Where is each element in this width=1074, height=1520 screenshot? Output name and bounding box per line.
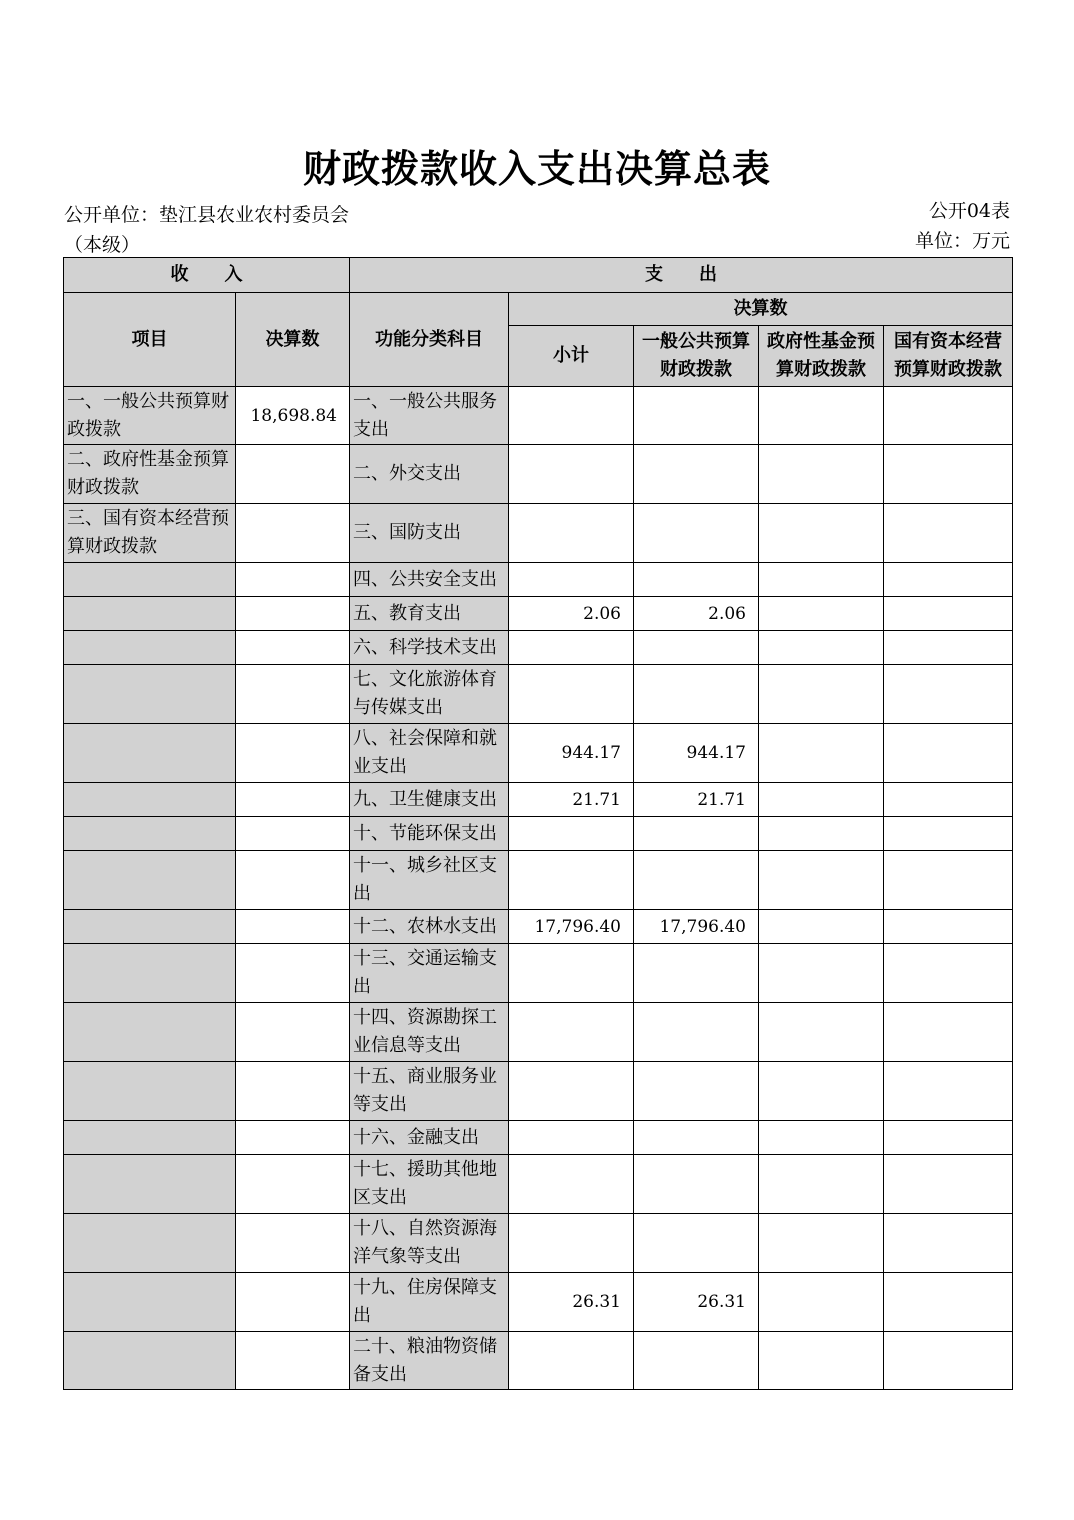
expense-name-cell: 二、外交支出 (350, 445, 509, 504)
general-cell (634, 851, 759, 910)
general-cell (634, 563, 759, 597)
gov-fund-cell (759, 1214, 884, 1273)
income-amount-cell (236, 1062, 350, 1121)
subtotal-cell (509, 1003, 634, 1062)
income-amount-cell (236, 563, 350, 597)
income-item-cell (64, 910, 236, 944)
expense-name-cell: 五、教育支出 (350, 597, 509, 631)
general-cell: 21.71 (634, 783, 759, 817)
general-cell (634, 387, 759, 445)
expense-name-cell: 十六、金融支出 (350, 1121, 509, 1155)
state-capital-cell (884, 631, 1013, 665)
income-item-cell: 二、政府性基金预算财政拨款 (64, 445, 236, 504)
state-capital-cell (884, 783, 1013, 817)
subtotal-cell (509, 445, 634, 504)
expense-name-cell: 十九、住房保障支出 (350, 1273, 509, 1332)
col-header-final: 决算数 (509, 293, 1013, 326)
gov-fund-cell (759, 387, 884, 445)
table-row (64, 1062, 1013, 1121)
income-section-header: 收 入 (64, 258, 350, 293)
subtotal-cell (509, 1062, 634, 1121)
income-amount-cell (236, 1332, 350, 1390)
col-header-subtotal: 小计 (509, 326, 634, 387)
income-amount-cell (236, 944, 350, 1003)
general-cell: 944.17 (634, 724, 759, 783)
state-capital-cell (884, 665, 1013, 724)
subtotal-cell (509, 1332, 634, 1390)
reporting-unit: 公开单位：垫江县农业农村委员会（本级） (64, 204, 350, 256)
income-item-cell (64, 783, 236, 817)
gov-fund-cell (759, 665, 884, 724)
gov-fund-cell (759, 631, 884, 665)
table-row (64, 1273, 1013, 1332)
col-header-gov-fund: 政府性基金预算财政拨款 (759, 326, 884, 387)
general-cell (634, 445, 759, 504)
income-item-cell (64, 817, 236, 851)
subtotal-cell (509, 1214, 634, 1273)
expense-name-cell: 十一、城乡社区支出 (350, 851, 509, 910)
income-item-cell (64, 1062, 236, 1121)
expense-name-cell: 十三、交通运输支出 (350, 944, 509, 1003)
budget-table (63, 257, 1013, 1390)
income-amount-cell (236, 445, 350, 504)
table-row (64, 944, 1013, 1003)
gov-fund-cell (759, 851, 884, 910)
state-capital-cell (884, 1273, 1013, 1332)
general-cell (634, 1003, 759, 1062)
income-amount-cell (236, 1155, 350, 1214)
income-item-cell: 一、一般公共预算财政拨款 (64, 387, 236, 445)
subtotal-cell (509, 665, 634, 724)
general-cell (634, 944, 759, 1003)
subtotal-cell (509, 944, 634, 1003)
col-header-func-class: 功能分类科目 (350, 293, 509, 387)
table-code: 公开04表 (928, 200, 1010, 222)
table-row (64, 504, 1013, 563)
gov-fund-cell (759, 910, 884, 944)
income-item-cell (64, 1003, 236, 1062)
table-row (64, 1121, 1013, 1155)
table-row (64, 724, 1013, 783)
income-item-cell (64, 1273, 236, 1332)
table-row (64, 817, 1013, 851)
income-item-cell (64, 851, 236, 910)
income-amount-cell (236, 1214, 350, 1273)
income-amount-cell (236, 783, 350, 817)
state-capital-cell (884, 851, 1013, 910)
income-amount-cell (236, 631, 350, 665)
subtotal-cell (509, 1121, 634, 1155)
gov-fund-cell (759, 445, 884, 504)
col-header-general: 一般公共预算财政拨款 (634, 326, 759, 387)
state-capital-cell (884, 944, 1013, 1003)
col-header-amount: 决算数 (236, 293, 350, 387)
expense-name-cell: 十八、自然资源海洋气象等支出 (350, 1214, 509, 1273)
income-amount-cell (236, 1121, 350, 1155)
expense-name-cell: 二十、粮油物资储备支出 (350, 1332, 509, 1390)
gov-fund-cell (759, 1155, 884, 1214)
income-amount-cell (236, 1273, 350, 1332)
general-cell (634, 1155, 759, 1214)
income-item-cell (64, 1121, 236, 1155)
state-capital-cell (884, 1214, 1013, 1273)
state-capital-cell (884, 563, 1013, 597)
table-row (64, 1155, 1013, 1214)
state-capital-cell (884, 724, 1013, 783)
general-cell (634, 665, 759, 724)
expense-name-cell: 七、文化旅游体育与传媒支出 (350, 665, 509, 724)
gov-fund-cell (759, 597, 884, 631)
col-header-state-capital: 国有资本经营预算财政拨款 (884, 326, 1013, 387)
income-item-cell: 三、国有资本经营预算财政拨款 (64, 504, 236, 563)
subtotal-cell: 2.06 (509, 597, 634, 631)
table-row (64, 597, 1013, 631)
income-amount-cell (236, 724, 350, 783)
general-cell (634, 504, 759, 563)
income-amount-cell (236, 504, 350, 563)
general-cell: 17,796.40 (634, 910, 759, 944)
currency-unit: 单位：万元 (914, 230, 1010, 252)
state-capital-cell (884, 387, 1013, 445)
state-capital-cell (884, 817, 1013, 851)
subtotal-cell: 17,796.40 (509, 910, 634, 944)
income-item-cell (64, 563, 236, 597)
state-capital-cell (884, 1155, 1013, 1214)
gov-fund-cell (759, 563, 884, 597)
state-capital-cell (884, 1003, 1013, 1062)
income-item-cell (64, 665, 236, 724)
gov-fund-cell (759, 817, 884, 851)
gov-fund-cell (759, 1121, 884, 1155)
general-cell: 2.06 (634, 597, 759, 631)
income-item-cell (64, 944, 236, 1003)
income-amount-cell (236, 817, 350, 851)
subtotal-cell (509, 563, 634, 597)
table-row (64, 1003, 1013, 1062)
income-amount-cell (236, 597, 350, 631)
income-item-cell (64, 1214, 236, 1273)
expense-name-cell: 三、国防支出 (350, 504, 509, 563)
expense-name-cell: 十五、商业服务业等支出 (350, 1062, 509, 1121)
subtotal-cell: 944.17 (509, 724, 634, 783)
gov-fund-cell (759, 1332, 884, 1390)
income-item-cell (64, 631, 236, 665)
table-row (64, 563, 1013, 597)
table-row (64, 445, 1013, 504)
subtotal-cell (509, 631, 634, 665)
expense-name-cell: 四、公共安全支出 (350, 563, 509, 597)
gov-fund-cell (759, 1273, 884, 1332)
gov-fund-cell (759, 1003, 884, 1062)
expense-name-cell: 十、节能环保支出 (350, 817, 509, 851)
gov-fund-cell (759, 783, 884, 817)
page-title: 财政拨款收入支出决算总表 (302, 146, 771, 191)
gov-fund-cell (759, 504, 884, 563)
expense-name-cell: 九、卫生健康支出 (350, 783, 509, 817)
table-row (64, 783, 1013, 817)
table-row (64, 1332, 1013, 1390)
income-item-cell (64, 1155, 236, 1214)
income-amount-cell: 18,698.84 (236, 387, 350, 445)
state-capital-cell (884, 445, 1013, 504)
expense-section-header: 支 出 (350, 258, 1013, 293)
subtotal-cell (509, 851, 634, 910)
table-row (64, 1214, 1013, 1273)
table-row (64, 910, 1013, 944)
state-capital-cell (884, 1332, 1013, 1390)
general-cell (634, 1214, 759, 1273)
general-cell (634, 817, 759, 851)
expense-name-cell: 十七、援助其他地区支出 (350, 1155, 509, 1214)
general-cell (634, 1121, 759, 1155)
subtotal-cell (509, 387, 634, 445)
state-capital-cell (884, 504, 1013, 563)
general-cell (634, 1062, 759, 1121)
table-row (64, 851, 1013, 910)
expense-name-cell: 十二、农林水支出 (350, 910, 509, 944)
subtotal-cell: 26.31 (509, 1273, 634, 1332)
subtotal-cell (509, 1155, 634, 1214)
table-meta (915, 196, 1010, 256)
state-capital-cell (884, 910, 1013, 944)
general-cell (634, 1332, 759, 1390)
state-capital-cell (884, 1062, 1013, 1121)
subtotal-cell (509, 504, 634, 563)
table-row (64, 387, 1013, 445)
state-capital-cell (884, 597, 1013, 631)
table-row (64, 665, 1013, 724)
income-item-cell (64, 724, 236, 783)
income-amount-cell (236, 910, 350, 944)
income-item-cell (64, 1332, 236, 1390)
gov-fund-cell (759, 944, 884, 1003)
expense-name-cell: 八、社会保障和就业支出 (350, 724, 509, 783)
income-amount-cell (236, 851, 350, 910)
subtotal-cell: 21.71 (509, 783, 634, 817)
subtotal-cell (509, 817, 634, 851)
table-row (64, 631, 1013, 665)
income-amount-cell (236, 1003, 350, 1062)
expense-name-cell: 十四、资源勘探工业信息等支出 (350, 1003, 509, 1062)
general-cell (634, 631, 759, 665)
state-capital-cell (884, 1121, 1013, 1155)
expense-name-cell: 六、科学技术支出 (350, 631, 509, 665)
col-header-item: 项目 (64, 293, 236, 387)
general-cell: 26.31 (634, 1273, 759, 1332)
gov-fund-cell (759, 724, 884, 783)
expense-name-cell: 一、一般公共服务支出 (350, 387, 509, 445)
income-item-cell (64, 597, 236, 631)
income-amount-cell (236, 665, 350, 724)
gov-fund-cell (759, 1062, 884, 1121)
